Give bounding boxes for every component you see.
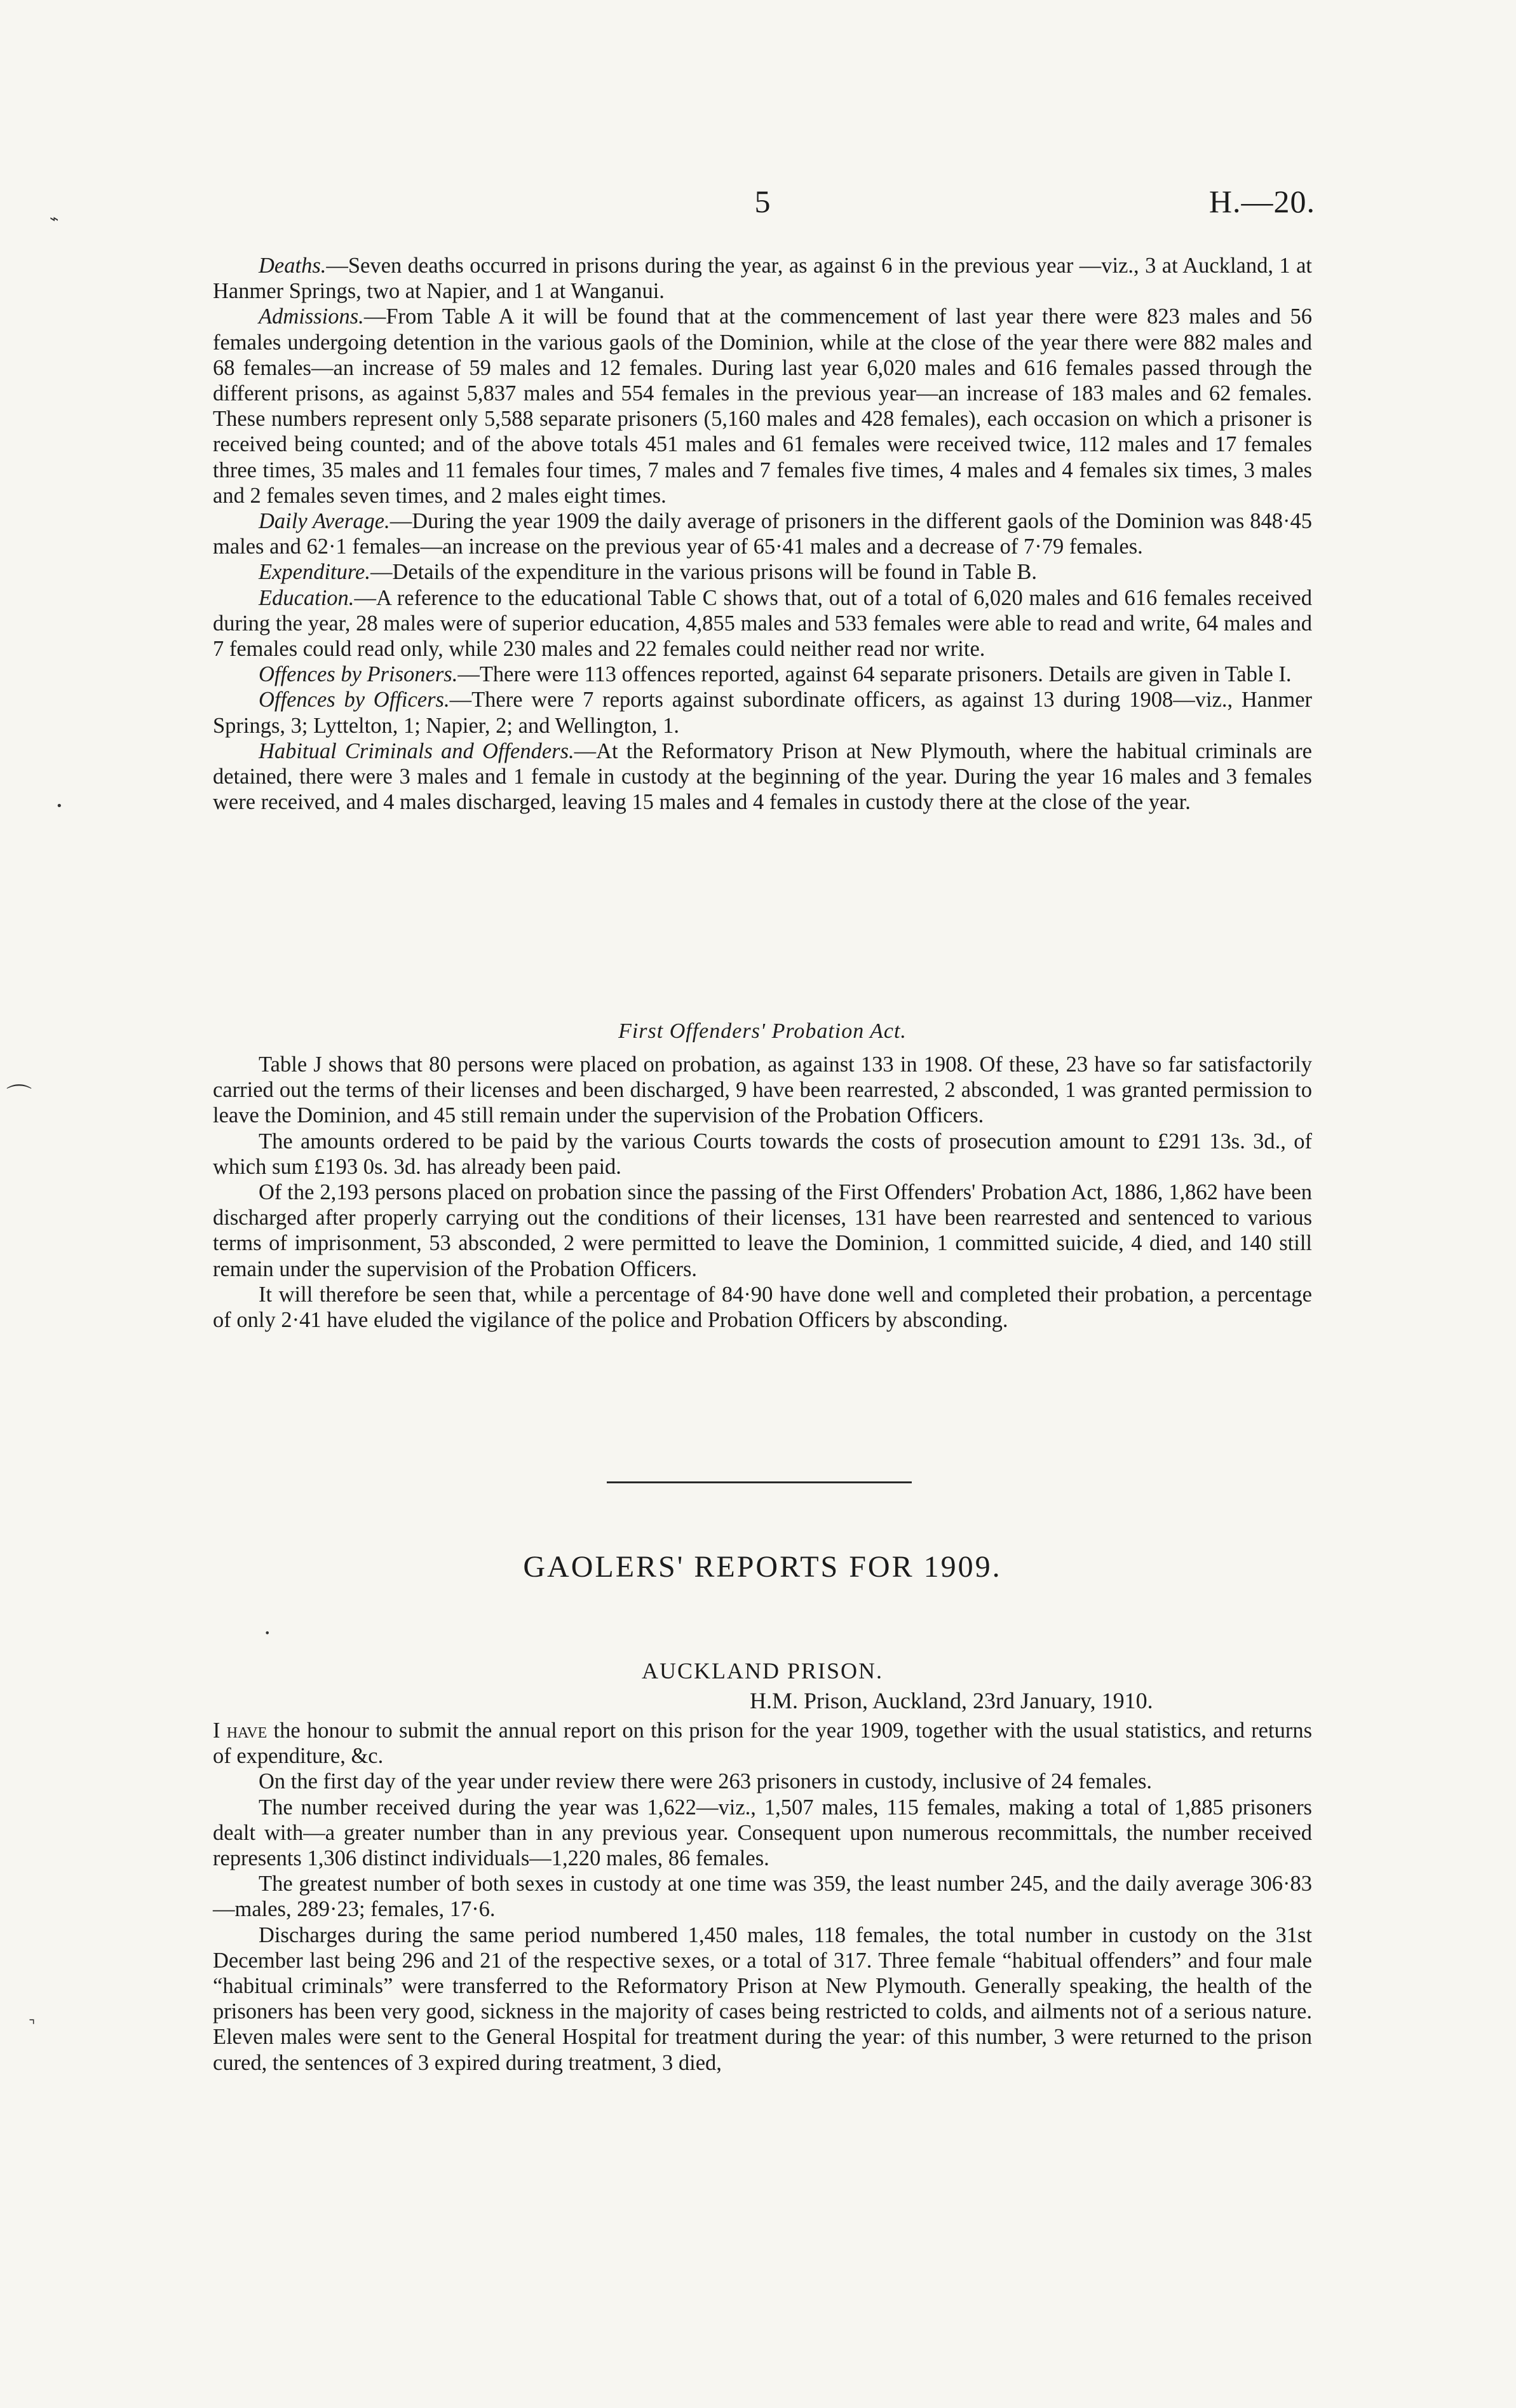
paragraph-text: —Seven deaths occurred in prisons during the year, as against 6 in the previous year —viz., 3 at Auckland, 1 at Hanmer Springs, two at Napier, and 1 at Wanganui. [213,254,1312,304]
paragraph-lead: Education. [259,585,355,610]
paragraph-text: —At the Reformatory Prison at New Plymouth, where the habitual criminals are detained, there were 3 males and 1 female in custody at the beginning of the year. During the year 16 males and 3 females were received, and 4 males discharged, leaving 15 males and 4 females in custody there at the close of the year. [213,738,1312,815]
paragraph-lead: Deaths. [259,254,327,278]
margin-mark: • [56,799,63,813]
report-paragraph: The greatest number of both sexes in custody at one time was 359, the least number 245, and the daily average 306·83—males, 289·23; females, 17·6. [213,1872,1312,1922]
page-header [210,183,1315,234]
paragraph-lead: Admissions. [259,304,364,329]
section-divider [607,1481,912,1483]
paragraph-deaths [213,253,1312,304]
prison-heading: AUCKLAND PRISON. [641,1658,884,1684]
probation-paragraph: Of the 2,193 persons placed on probation since the passing of the First Offenders' Probation Act, 1886, 1,862 have been discharged after properly carrying out the conditions of their licenses, 131 have been rearrested and sentenced to various terms of imprisonment, 53 absconded, 2 were permitted to leave the Dominion, 1 committed suicide, 4 died, and 140 still remain under the supervision of the Probation Officers. [213,1180,1312,1281]
opening-words: I have [213,1718,267,1743]
margin-mark: ⌁ [50,210,59,228]
report-opening-paragraph [213,1718,1312,1769]
paragraph-offences-by-officers [213,687,1312,738]
paragraph-text: —There were 113 offences reported, against 64 separate prisoners. Details are given in Table I. [457,662,1292,687]
paragraph-lead: Expenditure. [259,560,370,585]
report-paragraph: The number received during the year was 1,622—viz., 1,507 males, 115 females, making a total of 1,885 prisoners dealt with—a greater number than in any previous year. Consequent upon numerous recommittals, the number received represents 1,306 distinct individuals—1,220 males, 86 females. [213,1795,1312,1871]
report-paragraph: Discharges during the same period numbered 1,450 males, 118 females, the total number in custody on the 31st December last being 296 and 21 of the respective sexes, or a total of 317. Three female “habitual offenders” and four male “habitual criminals” were transferred to the Reformatory Prison at New Plymouth. Generally speaking, the health of the prisoners has been very good, sickness in the majority of cases being restricted to colds, and ailments not of a serious nature. Eleven males were sent to the General Hospital for treatment during the year: of this number, 3 were returned to the prison cured, the sentences of 3 expired during treatment, 3 died, [213,1922,1312,2075]
opening-text: the honour to submit the annual report on this prison for the year 1909, together with the usual statistics, and returns of expenditure, &c. [213,1718,1312,1769]
paragraph-lead: Offences by Officers. [259,688,450,712]
probation-section [213,1052,1312,1333]
paragraph-lead: Habitual Criminals and Offenders. [259,738,574,763]
paragraph-habitual-criminals [213,738,1312,815]
probation-paragraph: Table J shows that 80 persons were placed on probation, as against 133 in 1908. Of these, 23 have so far satisfactorily carried out the terms of their licenses and been discharged, 9 have been rearrested, 2 absconded, 1 was granted permission to leave the Dominion, and 45 still remain under the supervision of the Probation Officers. [213,1052,1312,1128]
probation-act-heading: First Offenders' Probation Act. [618,1019,907,1043]
paragraph-text: —From Table A it will be found that at the commencement of last year there were 823 males and 56 females undergoing detention in the various gaols of the Dominion, while at the close of the year there were 882 males and 68 females—an increase of 59 males and 12 females. During last year 6,020 males and 616 females passed through the different prisons, as against 5,837 males and 554 females in the previous year—an increase of 183 males and 62 females. These numbers represent only 5,588 separate prisoners (5,160 males and 428 females), each occasion on which a prisoner is received being counted; and of the above totals 451 males and 61 females were received twice, 112 males and 17 females three times, 35 males and 11 females four times, 7 males and 7 females five times, 4 males and 4 females six times, 3 males and 2 females seven times, and 2 males eight times. [213,304,1312,508]
paragraph-text: —Details of the expenditure in the various prisons will be found in Table B. [370,560,1037,585]
paragraph-text: —There were 7 reports against subordinate officers, as against 13 during 1908—viz., Hanmer Springs, 3; Lyttelton, 1; Napier, 2; and Wellington, 1. [213,688,1312,738]
report-paragraph: On the first day of the year under review there were 263 prisoners in custody, inclusive of 24 females. [259,1769,1153,1794]
auckland-report-section [213,1718,1312,2076]
paragraph-admissions [213,304,1312,508]
statistics-section [213,253,1312,815]
page-number: 5 [754,184,771,219]
paragraph-education [213,585,1312,662]
paragraph-expenditure [213,559,1312,585]
paragraph-offences-by-prisoners [213,662,1312,687]
paragraph-lead: Offences by Prisoners. [259,662,458,687]
margin-mark: ⌒ [6,1083,32,1112]
paragraph-lead: Daily Average. [259,509,390,534]
report-dateline: H.M. Prison, Auckland, 23rd January, 1910. [750,1688,1153,1713]
paragraph-text: —During the year 1909 the daily average of prisoners in the different gaols of the Dominion was 848·45 males and 62·1 females—an increase on the previous year of 65·41 males and a decrease of 7·79 females. [213,509,1313,559]
paragraph-text: —A reference to the educational Table C shows that, out of a total of 6,020 males and 616 females received during the year, 28 males were of superior education, 4,855 males and 533 females were able to read and write, 64 males and 7 females could read only, while 230 males and 22 females could neither read nor write. [213,585,1312,662]
margin-mark: • [264,1627,271,1639]
gaolers-reports-heading: GAOLERS' REPORTS FOR 1909. [523,1550,1002,1584]
probation-paragraph: It will therefore be seen that, while a percentage of 84·90 have done well and completed their probation, a percentage of only 2·41 have eluded the vigilance of the police and Probation Officers by absconding. [213,1282,1312,1333]
paragraph-daily-average [213,508,1312,559]
document-code: H.—20. [1208,184,1315,219]
probation-paragraph: The amounts ordered to be paid by the various Courts towards the costs of prosecution amount to £291 13s. 3d., of which sum £193 0s. 3d. has already been paid. [213,1129,1312,1179]
margin-mark: ⌝ [29,2018,36,2034]
